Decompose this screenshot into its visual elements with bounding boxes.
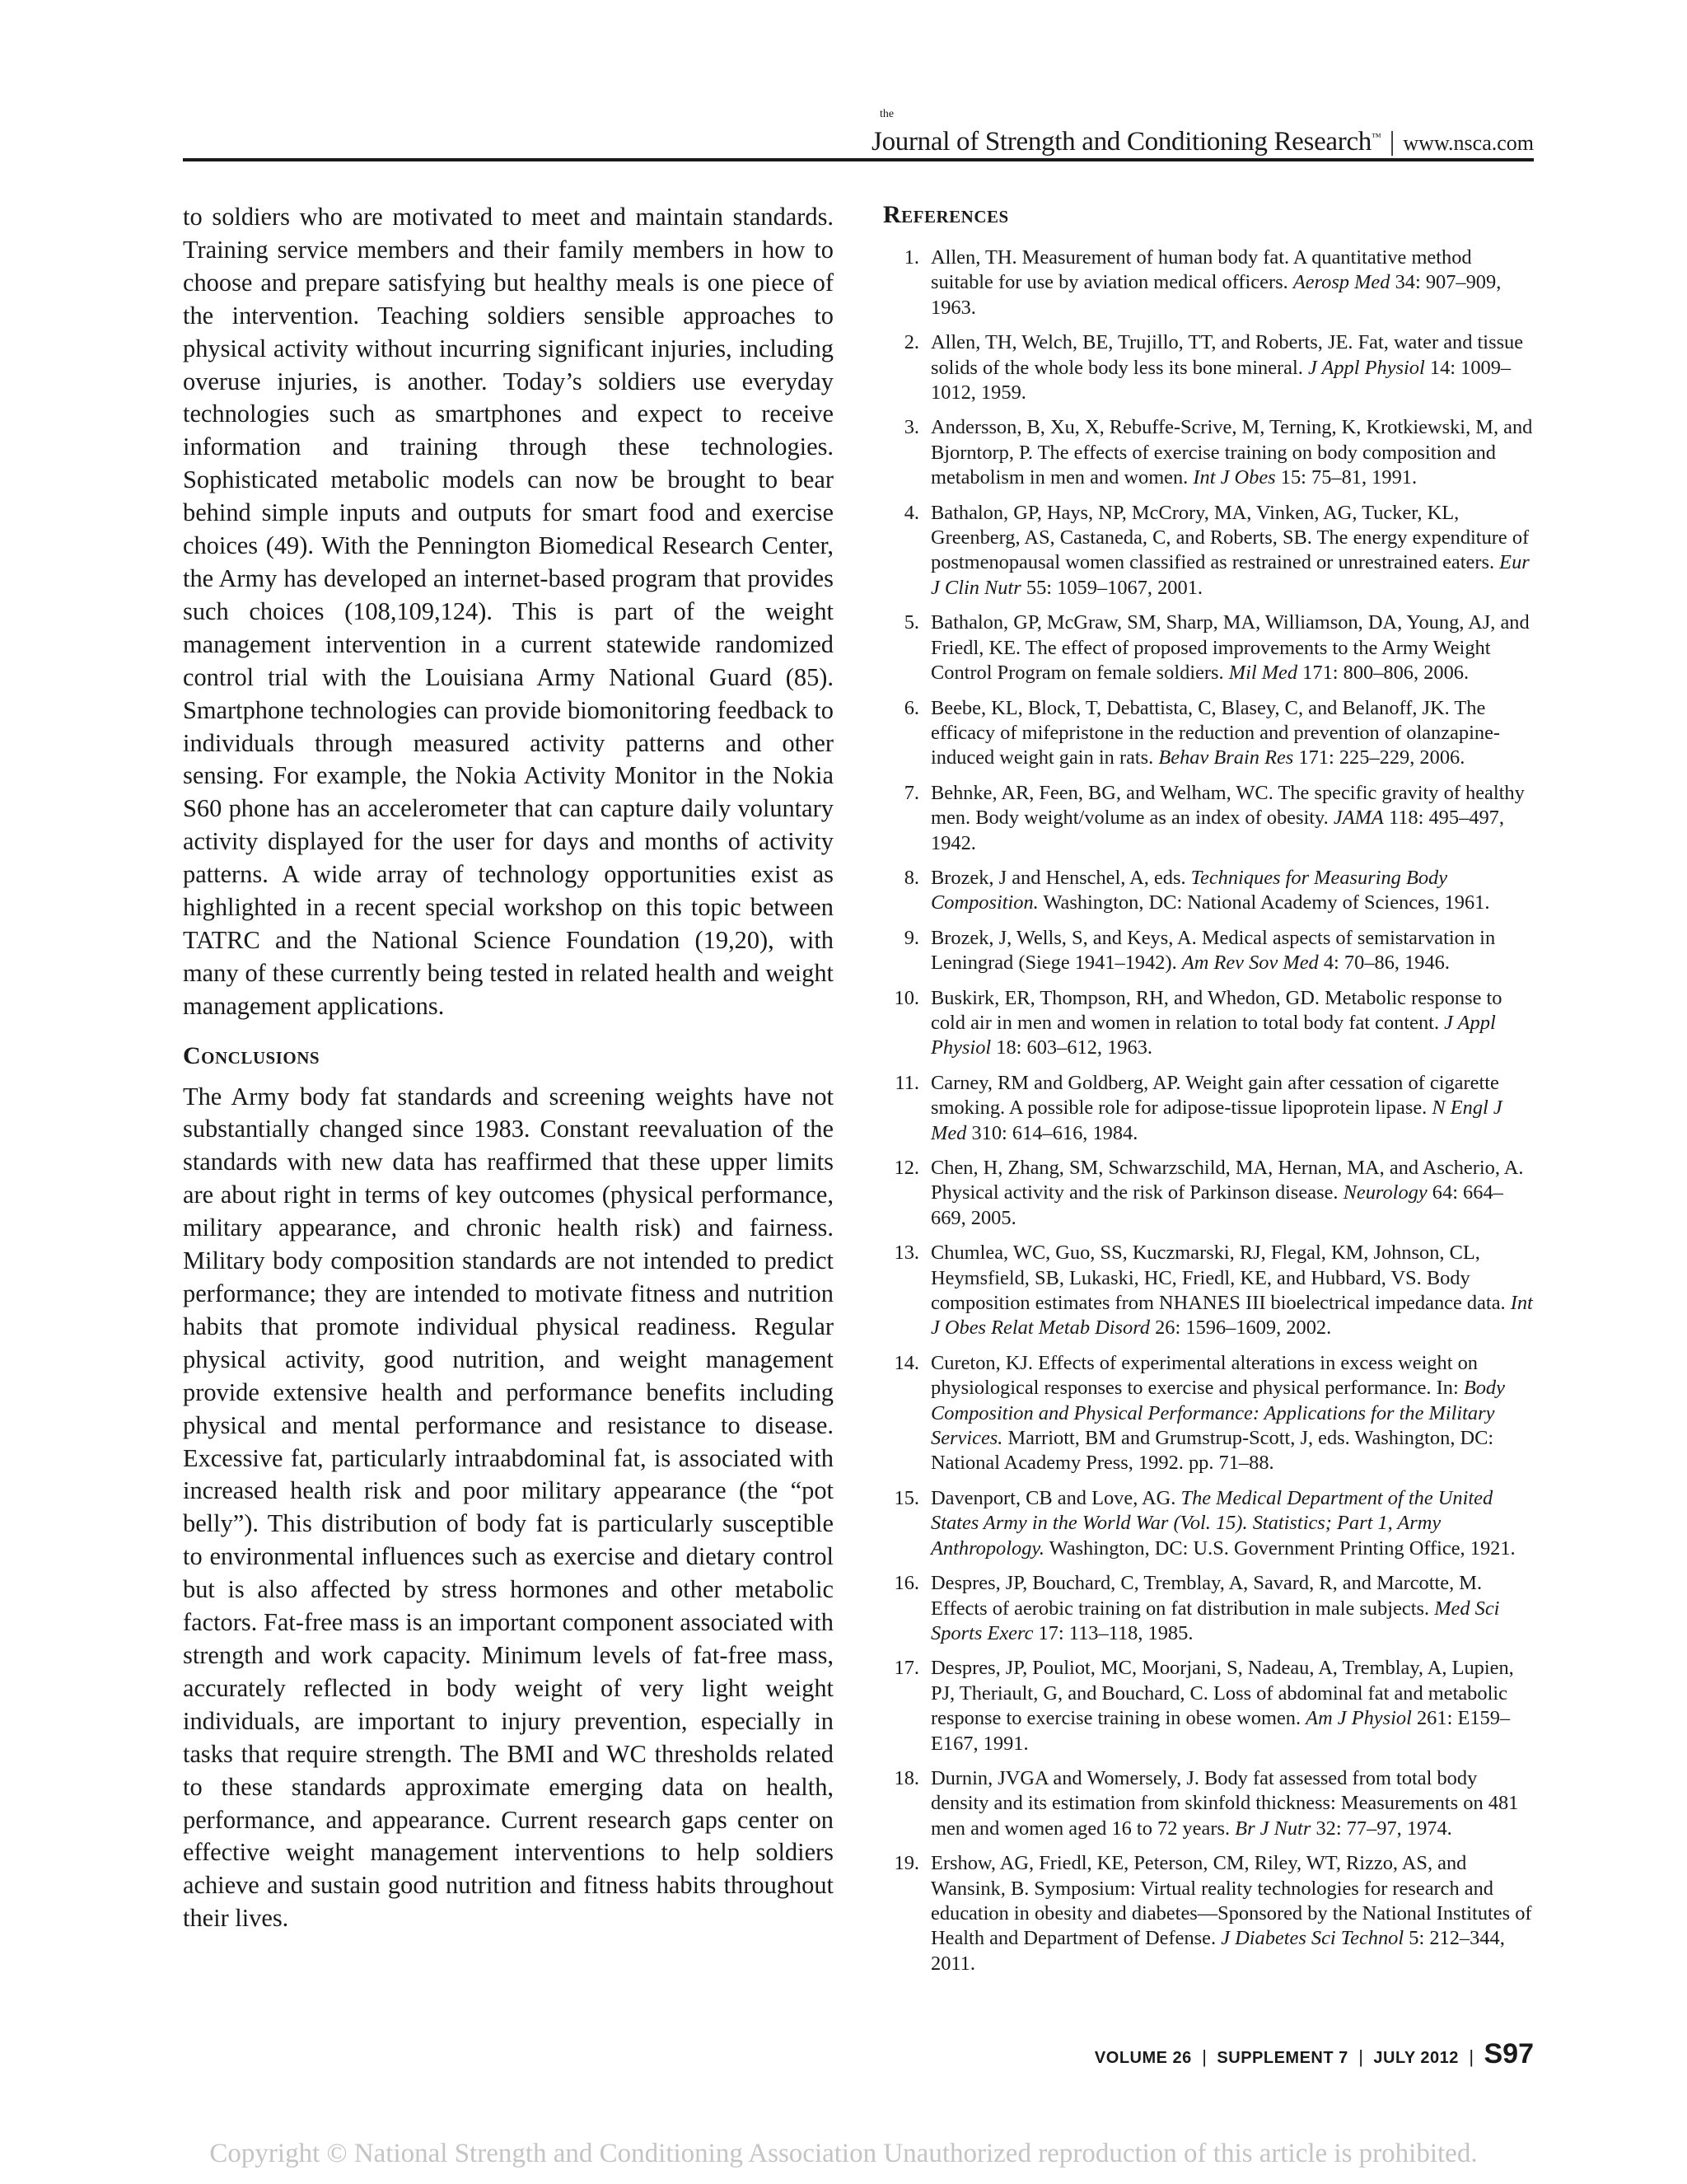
reference-number: 11. xyxy=(895,1071,919,1094)
reference-citation: 18: 603–612, 1963. xyxy=(996,1036,1152,1059)
reference-text: Ershow, AG, Friedl, KE, Peterson, CM, Riley, WT, Rizzo, AS, and Wansink, B. Symposium: Virtual reality technologies for research and education in obesity and diabetes—Sponsored by the National Institutes of Health and Department of Defense. xyxy=(931,1852,1532,1950)
reference-item xyxy=(883,610,1534,685)
reference-citation: 26: 1596–1609, 2002. xyxy=(1155,1316,1332,1340)
journal-the: the xyxy=(880,108,895,120)
reference-item xyxy=(883,1156,1534,1231)
reference-journal: Br J Nutr xyxy=(1235,1817,1311,1840)
reference-citation: 171: 225–229, 2006. xyxy=(1298,746,1465,769)
reference-item xyxy=(883,781,1534,856)
journal-name: Journal of Strength and Conditioning Research xyxy=(872,127,1372,157)
reference-number: 3. xyxy=(904,416,919,439)
reference-number: 16. xyxy=(894,1572,919,1595)
reference-text: Andersson, B, Xu, X, Rebuffe-Scrive, M, Terning, K, Krotkiewski, M, and Bjorntorp, P. The effects of exercise training on body composition and metabolism in men and women. xyxy=(931,416,1533,489)
left-column xyxy=(183,201,834,1935)
reference-journal: J Appl Physiol xyxy=(1307,356,1425,379)
reference-text: Allen, TH. Measurement of human body fat. A quantitative method suitable for use by aviation medical officers. xyxy=(931,246,1472,294)
reference-citation: Washington, DC: National Academy of Sciences, 1961. xyxy=(1043,891,1490,914)
reference-text: Davenport, CB and Love, AG. xyxy=(931,1486,1176,1509)
running-header xyxy=(183,108,1534,161)
reference-journal: Mil Med xyxy=(1228,662,1298,685)
reference-item xyxy=(883,1071,1534,1146)
reference-item xyxy=(883,1571,1534,1646)
reference-text: Durnin, JVGA and Womersely, J. Body fat assessed from total body density and its estimation from skinfold thickness: Measurements on 481 men and women aged 16 to 72 years. xyxy=(931,1766,1519,1840)
reference-number: 17. xyxy=(894,1657,919,1680)
reference-text: Bathalon, GP, McGraw, SM, Sharp, MA, Williamson, DA, Young, AJ, and Friedl, KE. The effect of proposed improvements to the Army Weight Control Program on female soldiers. xyxy=(931,611,1530,685)
reference-journal: Am J Physiol xyxy=(1306,1707,1412,1730)
reference-item xyxy=(883,926,1534,976)
reference-number: 15. xyxy=(894,1486,919,1509)
reference-item xyxy=(883,1851,1534,1976)
reference-list xyxy=(883,246,1534,1976)
footer-supplement: SUPPLEMENT 7 xyxy=(1217,2049,1348,2067)
reference-citation: 15: 75–81, 1991. xyxy=(1280,466,1418,489)
footer-volume: VOLUME 26 xyxy=(1094,2049,1192,2067)
reference-number: 9. xyxy=(904,926,919,949)
page-number: S97 xyxy=(1484,2038,1534,2069)
reference-citation: 64: 664–669, 2005. xyxy=(931,1181,1503,1229)
reference-journal: Am Rev Sov Med xyxy=(1181,952,1319,975)
reference-journal: J Diabetes Sci Technol xyxy=(1221,1927,1404,1950)
reference-citation: 310: 614–616, 1984. xyxy=(971,1121,1138,1144)
reference-citation: 34: 907–909, 1963. xyxy=(931,271,1502,319)
reference-citation: Washington, DC: U.S. Government Printing Office, 1921. xyxy=(1049,1536,1516,1560)
reference-journal: N Engl J Med xyxy=(931,1097,1502,1144)
header-separator: | xyxy=(1389,127,1395,157)
reference-citation: 55: 1059–1067, 2001. xyxy=(1026,576,1203,599)
page-footer xyxy=(1095,2038,1534,2074)
reference-text: Despres, JP, Pouliot, MC, Moorjani, S, Nadeau, A, Tremblay, A, Lupien, PJ, Theriault, G, and Bouchard, C. Loss of abdominal fat and metabolic response to exercise training in obese women. xyxy=(931,1657,1514,1730)
reference-journal: Int J Obes Relat Metab Disord xyxy=(931,1292,1533,1340)
reference-number: 6. xyxy=(904,696,919,719)
reference-item xyxy=(883,866,1534,916)
reference-number: 10. xyxy=(894,986,919,1009)
reference-item xyxy=(883,1656,1534,1756)
reference-text: Beebe, KL, Block, T, Debattista, C, Blasey, C, and Belanoff, JK. The efficacy of mifepristone in the reduction and prevention of olanzapine-induced weight gain in rats. xyxy=(931,696,1501,769)
references-heading: References xyxy=(883,201,1009,228)
footer-date: JULY 2012 xyxy=(1373,2049,1459,2067)
footer-separator: | xyxy=(1202,2046,1207,2067)
reference-item xyxy=(883,1486,1534,1561)
reference-item xyxy=(883,1241,1534,1341)
conclusions-paragraph: The Army body fat standards and screening weights have not substantially changed since 1983. Constant reevaluation of the standards with new data has reaffirmed that these upper limits are about right in terms of key outcomes (physical performance, military appearance, and chronic health risk) and fairness. Military body composition standards are not intended to predict performance; they are intended to motivate fitness and nutrition habits that promote individual physical readiness. Regular physical activity, good nutrition, and weight management provide extensive health and performance benefits including physical and mental performance and resistance to disease. Excessive fat, particularly intraabdominal fat, is associated with increased health risk and poor military appearance (the “pot belly”). This distribution of body fat is particularly susceptible to environmental influences such as exercise and dietary control but is also affected by stress hormones and other metabolic factors. Fat-free mass is an important component associated with strength and work capacity. Minimum levels of fat-free mass, accurately reflected in body weight of very light weight individuals, are important to injury prevention, especially in tasks that require strength. The BMI and WC thresholds related to these standards approximate emerging data on health, performance, and appearance. Current research gaps center on effective weight management interventions to help soldiers achieve and sustain good nutrition and fitness habits throughout their lives. xyxy=(183,1082,834,1933)
reference-number: 12. xyxy=(894,1157,919,1179)
reference-journal: Aerosp Med xyxy=(1292,271,1390,294)
reference-journal: Neurology xyxy=(1343,1181,1428,1204)
footer-separator: | xyxy=(1358,2046,1363,2067)
reference-citation: 32: 77–97, 1974. xyxy=(1315,1817,1452,1840)
reference-item xyxy=(883,1766,1534,1841)
reference-journal: Med Sci Sports Exerc xyxy=(931,1597,1500,1644)
reference-citation: 261: E159–E167, 1991. xyxy=(931,1707,1511,1755)
reference-number: 13. xyxy=(894,1242,919,1265)
reference-item xyxy=(883,415,1534,490)
reference-journal: The Medical Department of the United States Army in the World War (Vol. 15). Statistics; Part 1, Army Anthropology. xyxy=(931,1486,1493,1560)
reference-citation: 17: 113–118, 1985. xyxy=(1038,1621,1194,1644)
reference-number: 4. xyxy=(904,501,919,524)
reference-text: Buskirk, ER, Thompson, RH, and Whedon, GD. Metabolic response to cold air in men and women in relation to total body fat content. xyxy=(931,986,1502,1034)
reference-citation: 171: 800–806, 2006. xyxy=(1302,662,1470,685)
reference-journal: Techniques for Measuring Body Composition. xyxy=(931,866,1448,914)
reference-item xyxy=(883,696,1534,771)
reference-item xyxy=(883,330,1534,405)
reference-journal: Eur J Clin Nutr xyxy=(931,551,1530,599)
reference-citation: 4: 70–86, 1946. xyxy=(1323,952,1450,975)
reference-citation: 14: 1009–1012, 1959. xyxy=(931,356,1512,405)
trademark-symbol: ™ xyxy=(1372,131,1381,143)
reference-journal: J Appl Physiol xyxy=(931,1011,1496,1059)
reference-text: Despres, JP, Bouchard, C, Tremblay, A, Savard, R, and Marcotte, M. Effects of aerobic training on fat distribution in male subjects. xyxy=(931,1572,1483,1620)
reference-item xyxy=(883,986,1534,1061)
body-paragraph: to soldiers who are motivated to meet and maintain standards. Training service members and their family members in how to choose and prepare satisfying but healthy meals is one piece of the intervention. Teaching soldiers sensible approaches to physical activity without incurring significant injuries, including overuse injuries, is another. Today’s soldiers use everyday technologies such as smartphones and expect to receive information and training through these technologies. Sophisticated metabolic models can now be brought to bear behind simple inputs and outputs for smart food and exercise choices (49). With the Pennington Biomedical Research Center, the Army has developed an internet-based program that provides such choices (108,109,124). This is part of the weight management intervention in a current statewide randomized control trial with the Louisiana Army National Guard (85). Smartphone technologies can provide biomonitoring feedback to individuals through measured activity patterns and other sensing. For example, the Nokia Activity Monitor in the Nokia S60 phone has an accelerometer that can capture daily voluntary activity displayed for the user for days and months of activity patterns. A wide array of technology opportunities exist as highlighted in a recent special workshop on this topic between TATRC and the National Science Foundation (19,20), with many of these currently being tested in related health and weight management applications. xyxy=(183,203,834,1020)
conclusions-heading: Conclusions xyxy=(183,1041,320,1069)
reference-number: 5. xyxy=(904,611,919,634)
journal-url[interactable]: www.nsca.com xyxy=(1403,131,1534,155)
reference-text: Cureton, KJ. Effects of experimental alterations in excess weight on physiological responses to exercise and physical performance. In: xyxy=(931,1351,1479,1400)
reference-citation: 5: 212–344, 2011. xyxy=(931,1927,1505,1975)
reference-item xyxy=(883,1351,1534,1476)
reference-journal: Int J Obes xyxy=(1193,466,1276,489)
reference-text: Behnke, AR, Feen, BG, and Welham, WC. The specific gravity of healthy men. Body weight/volume as an index of obesity. xyxy=(931,781,1525,830)
reference-number: 1. xyxy=(904,246,919,269)
copyright-notice: Copyright © National Strength and Conditioning Association Unauthorized reproduction of this article is prohibited. xyxy=(209,2139,1478,2168)
reference-number: 19. xyxy=(894,1852,919,1875)
right-column xyxy=(883,201,1534,1986)
reference-citation: 118: 495–497, 1942. xyxy=(931,807,1504,854)
reference-text: Chen, H, Zhang, SM, Schwarzschild, MA, Hernan, MA, and Ascherio, A. Physical activity and the risk of Parkinson disease. xyxy=(931,1157,1524,1204)
reference-number: 18. xyxy=(894,1766,919,1789)
reference-number: 2. xyxy=(904,331,919,354)
reference-item xyxy=(883,246,1534,320)
reference-number: 7. xyxy=(904,781,919,804)
reference-text: Brozek, J and Henschel, A, eds. xyxy=(931,866,1186,889)
footer-separator: | xyxy=(1469,2046,1474,2067)
reference-text: Chumlea, WC, Guo, SS, Kuczmarski, RJ, Flegal, KM, Johnson, CL, Heymsfield, SB, Lukaski, HC, Friedl, KE, and Hubbard, VS. Body composition estimates from NHANES III bioelectrical impedance data. xyxy=(931,1242,1506,1315)
reference-text: Bathalon, GP, Hays, NP, McCrory, MA, Vinken, AG, Tucker, KL, Greenberg, AS, Castaneda, C, and Roberts, SB. The energy expenditure of postmenopausal women classified as restrained or unrestrained eaters. xyxy=(931,501,1530,574)
reference-text: Allen, TH, Welch, BE, Trujillo, TT, and Roberts, JE. Fat, water and tissue solids of the whole body less its bone mineral. xyxy=(931,331,1524,379)
reference-item xyxy=(883,501,1534,601)
reference-text: Brozek, J, Wells, S, and Keys, A. Medical aspects of semistarvation in Leningrad (Siege 1941–1942). xyxy=(931,926,1496,975)
reference-number: 8. xyxy=(904,866,919,889)
reference-journal: JAMA xyxy=(1333,807,1384,830)
reference-number: 14. xyxy=(894,1351,919,1374)
reference-text: Carney, RM and Goldberg, AP. Weight gain after cessation of cigarette smoking. A possible role for adipose-tissue lipoprotein lipase. xyxy=(931,1071,1499,1120)
reference-citation: Marriott, BM and Grumstrup-Scott, J, eds. Washington, DC: National Academy Press, 1992. pp. 71–88. xyxy=(931,1427,1494,1475)
reference-journal: Body Composition and Physical Performance: Applications for the Military Services. xyxy=(931,1377,1505,1450)
journal-masthead xyxy=(872,108,1534,157)
reference-journal: Behav Brain Res xyxy=(1158,746,1294,769)
